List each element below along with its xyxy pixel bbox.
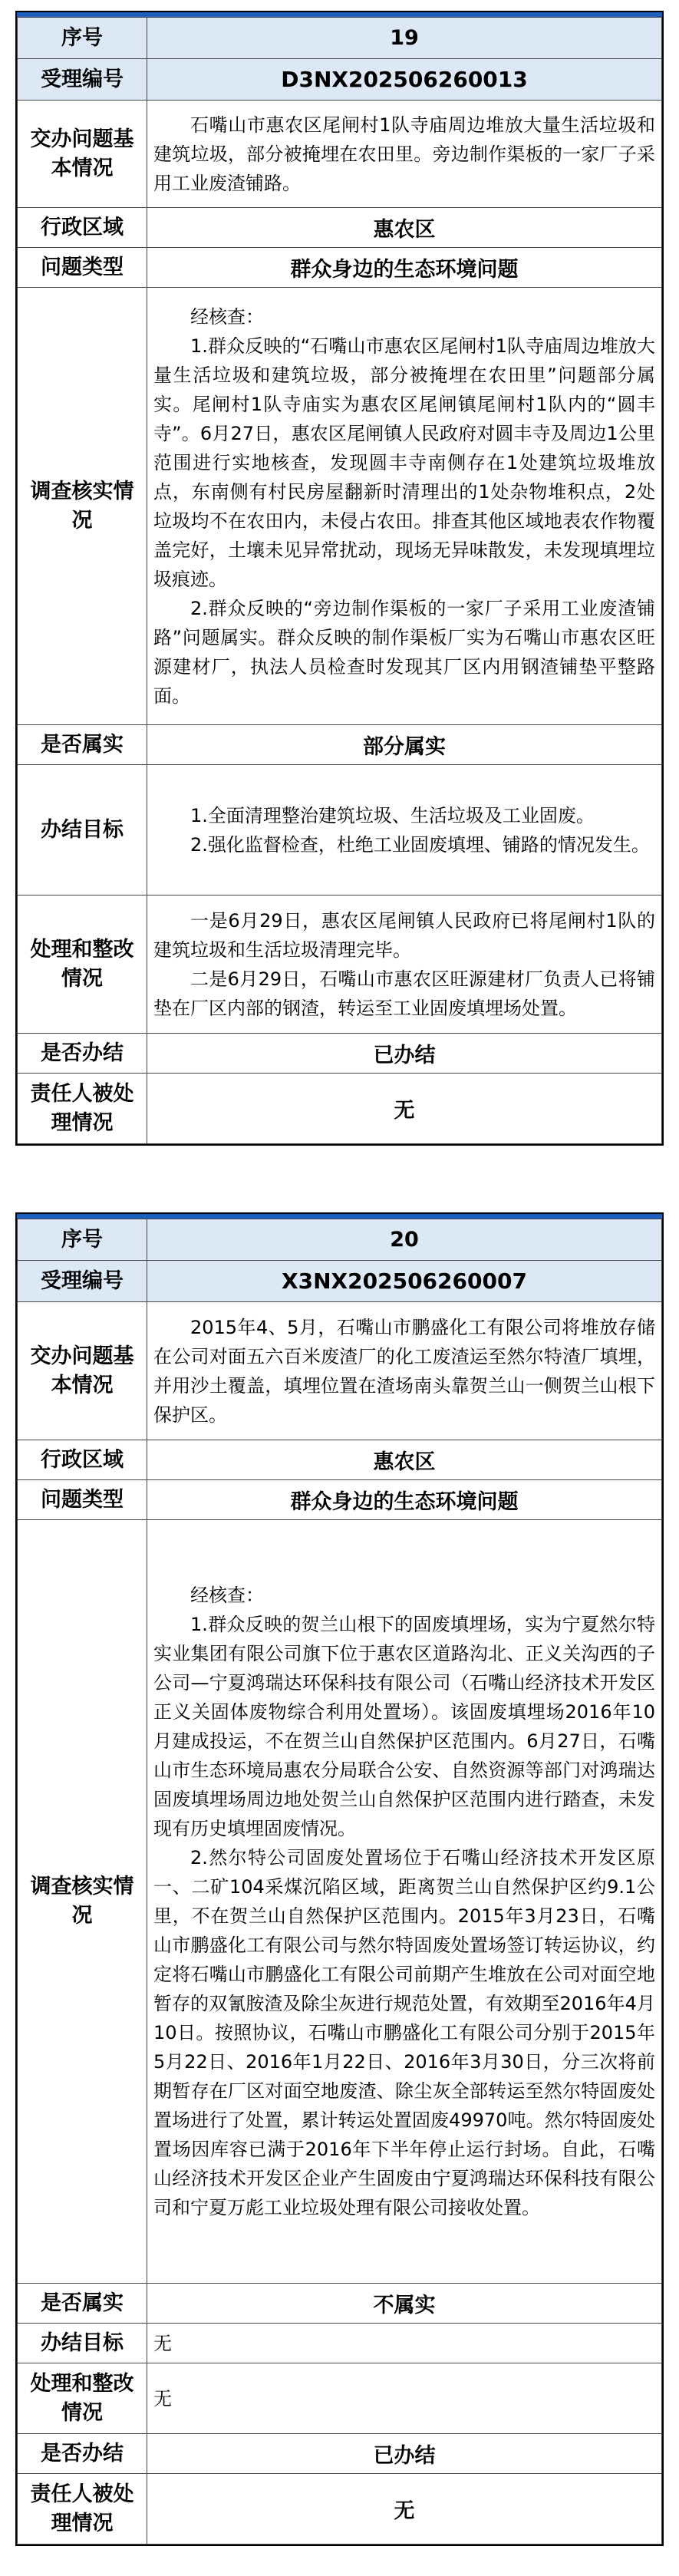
- handle-para-2: 二是6月29日，石嘴山市惠农区旺源建材厂负责人已将铺垫在厂区内部的钢渣，转运至工业固废填埋场处置。: [153, 968, 655, 1019]
- type-value: 群众身边的生态环境问题: [147, 1480, 662, 1520]
- verify-label: 调查核实情况: [18, 288, 147, 725]
- verify-intro: 经核查：: [190, 305, 264, 328]
- goal-value: 无: [147, 2324, 662, 2363]
- goal-label: 办结目标: [18, 2324, 147, 2363]
- verify-cell: [147, 288, 662, 725]
- done-label: 是否办结: [18, 2434, 147, 2474]
- issue-text: 石嘴山市惠农区尾闸村1队寺庙周边堆放大量生活垃圾和建筑垃圾，部分被掩埋在农田里。旁边制作渠板的一家厂子采用工业废渣铺路。: [153, 114, 655, 194]
- case-table: [17, 1219, 662, 2545]
- done-value: 已办结: [147, 1034, 662, 1074]
- true-value: 不属实: [147, 2284, 662, 2324]
- issue-text-cell: [147, 101, 662, 208]
- issue-text: 2015年4、5月，石嘴山市鹏盛化工有限公司将堆放存储在公司对面五六百米废渣厂的化工废渣运至然尔特渣厂填埋，并用沙土覆盖，填埋位置在渣场南头靠贺兰山一侧贺兰山根下保护区。: [153, 1316, 655, 1426]
- type-label: 问题类型: [18, 248, 147, 288]
- verify-para-1: 1.群众反映的“石嘴山市惠农区尾闸村1队寺庙周边堆放大量生活垃圾和建筑垃圾，部分被掩埋在农田里”问题部分属实。尾闸村1队寺庙实为惠农区尾闸镇尾闸村1队内的“圆丰寺”。6月27日，惠农区尾闸镇人民政府对圆丰寺及周边1公里范围进行实地核查，发现圆丰寺南侧存在1处建筑垃圾堆放点，东南侧有村民房屋翻新时清理出的1处杂物堆积点，2处垃圾均不在农田内，未侵占农田。排查其他区域地表农作物覆盖完好，土壤未见异常扰动，现场无异味散发，未发现填埋垃圾痕迹。: [153, 335, 655, 590]
- region-label: 行政区域: [18, 208, 147, 248]
- region-label: 行政区域: [18, 1440, 147, 1480]
- id-value: D3NX202506260013: [147, 59, 662, 101]
- resp-label: 责任人被处理情况: [18, 2474, 147, 2545]
- issue-label: 交办问题基本情况: [18, 101, 147, 208]
- true-value: 部分属实: [147, 725, 662, 765]
- seq-value: 20: [147, 1219, 662, 1261]
- issue-label: 交办问题基本情况: [18, 1302, 147, 1440]
- case-card-20: [15, 1212, 664, 2546]
- id-label: 受理编号: [18, 1261, 147, 1302]
- verify-para-2: 2.然尔特公司固废处置场位于石嘴山经济技术开发区原一、二矿104采煤沉陷区域，距离贺兰山自然保护区约9.1公里，不在贺兰山自然保护区范围内。2015年3月23日，石嘴山市鹏盛化工有限公司与然尔特固废处置场签订转运协议，约定将石嘴山市鹏盛化工有限公司前期产生堆放在公司对面空地暂存的双氰胺渣及除尘灰进行规范处置，有效期至2016年4月10日。按照协议，石嘴山市鹏盛化工有限公司分别于2015年5月22日、2016年1月22日、2016年3月30日，分三次将前期暂存在厂区对面空地废渣、除尘灰全部转运至然尔特固废处置场进行了处置，累计转运处置固废49970吨。然尔特固废处置场因库容已满于2016年下半年停止运行封场。自此，石嘴山经济技术开发区企业产生固废由宁夏鸿瑞达环保科技有限公司和宁夏万彪工业垃圾处理有限公司接收处置。: [153, 1847, 655, 2218]
- verify-label: 调查核实情况: [18, 1520, 147, 2284]
- goal-cell: [147, 765, 662, 895]
- done-label: 是否办结: [18, 1034, 147, 1074]
- issue-text-cell: [147, 1302, 662, 1440]
- verify-intro: 经核查：: [190, 1585, 264, 1606]
- seq-label: 序号: [18, 1219, 147, 1261]
- verify-para-2: 2.群众反映的“旁边制作渠板的一家厂子采用工业废渣铺路”问题属实。群众反映的制作渠板厂实为石嘴山市惠农区旺源建材厂，执法人员检查时发现其厂区内用钢渣铺垫平整路面。: [153, 597, 655, 707]
- seq-label: 序号: [18, 18, 147, 59]
- goal-para-2: 2.强化监督检查，杜绝工业固废填埋、铺路的情况发生。: [190, 833, 650, 856]
- true-label: 是否属实: [18, 2284, 147, 2324]
- type-value: 群众身边的生态环境问题: [147, 248, 662, 288]
- resp-value: 无: [147, 1074, 662, 1144]
- resp-label: 责任人被处理情况: [18, 1074, 147, 1144]
- type-label: 问题类型: [18, 1480, 147, 1520]
- id-value: X3NX202506260007: [147, 1261, 662, 1302]
- handle-label: 处理和整改情况: [18, 895, 147, 1034]
- id-label: 受理编号: [18, 59, 147, 101]
- handle-label: 处理和整改情况: [18, 2363, 147, 2434]
- handle-cell: [147, 895, 662, 1034]
- case-table: [17, 17, 662, 1144]
- region-value: 惠农区: [147, 1440, 662, 1480]
- region-value: 惠农区: [147, 208, 662, 248]
- done-value: 已办结: [147, 2434, 662, 2474]
- seq-value: 19: [147, 18, 662, 59]
- resp-value: 无: [147, 2474, 662, 2545]
- handle-para-1: 一是6月29日，惠农区尾闸镇人民政府已将尾闸村1队的建筑垃圾和生活垃圾清理完毕。: [153, 909, 655, 961]
- goal-label: 办结目标: [18, 765, 147, 895]
- goal-para-1: 1.全面清理整治建筑垃圾、生活垃圾及工业固废。: [190, 804, 595, 826]
- true-label: 是否属实: [18, 725, 147, 765]
- verify-cell: [147, 1520, 662, 2284]
- case-card-19: [15, 11, 664, 1146]
- handle-value: 无: [147, 2363, 662, 2434]
- verify-para-1: 1.群众反映的贺兰山根下的固废填埋场，实为宁夏然尔特实业集团有限公司旗下位于惠农区道路沟北、正义关沟西的子公司—宁夏鸿瑞达环保科技有限公司（石嘴山经济技术开发区正义关固体废物综合利用处置场）。该固废填埋场2016年10月建成投运，不在贺兰山自然保护区范围内。6月27日，石嘴山市生态环境局惠农分局联合公安、自然资源等部门对鸿瑞达固废填埋场周边地处贺兰山自然保护区范围内进行踏查，未发现有历史填埋固废情况。: [153, 1614, 655, 1839]
